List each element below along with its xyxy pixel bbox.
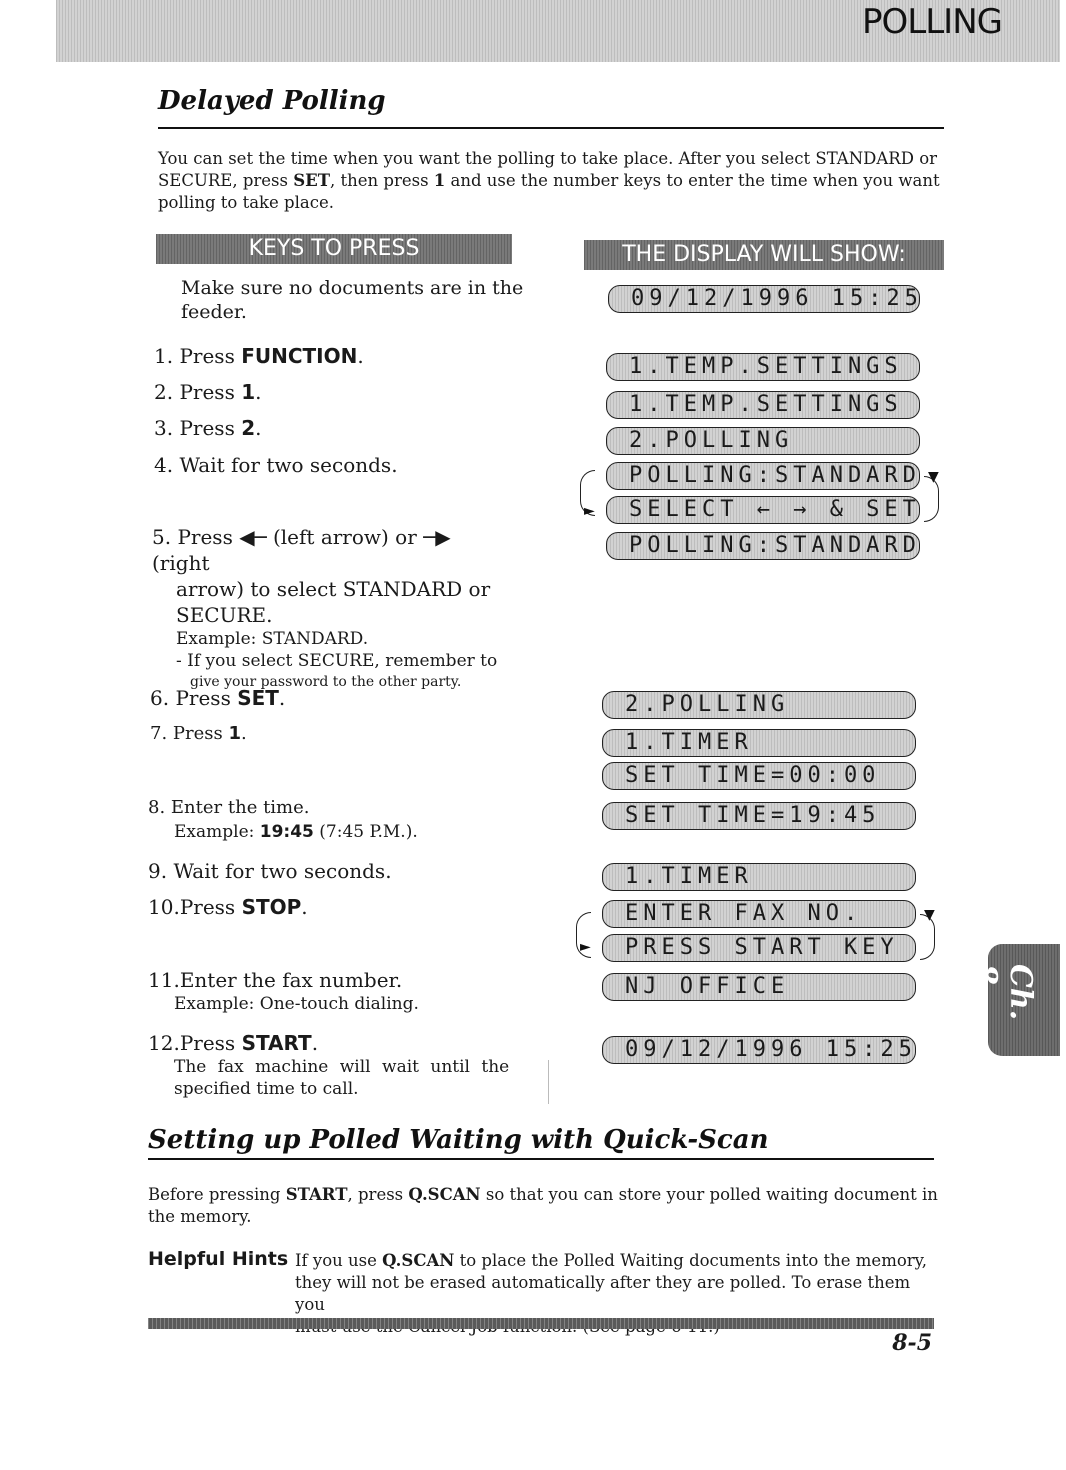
section-title-delayed-polling: Delayed Polling (158, 86, 386, 116)
intro-line-1: You can set the time when you want the polling to take place. After you select STANDARD or (158, 149, 938, 168)
step-11-line-1: 11.Enter the fax number. (148, 968, 403, 992)
cycle-arrow-icon-2: ► (580, 939, 591, 955)
chapter-tab-label: Ch. 8 (968, 964, 1038, 1021)
lcd-date-time: 09/12/1996 15:25 (608, 285, 920, 313)
cycle-arrow-icon: ► (584, 503, 595, 519)
keys-to-press-band: KEYS TO PRESS (156, 234, 512, 264)
cycle-arrow-right-icon: ▼ (928, 469, 939, 485)
step-12-line-3: specified time to call. (174, 1079, 359, 1099)
step-8-line-1: 8. Enter the time. (148, 797, 310, 818)
step-5-example: Example: STANDARD. (176, 629, 369, 649)
hints-line-1: If you use Q.SCAN to place the Polled Waiting documents into the memory, (295, 1251, 928, 1270)
step-2: 2. Press 1. (154, 380, 262, 404)
polled-waiting-line-2: the memory. (148, 1207, 252, 1226)
step-10: 10.Press STOP. (148, 895, 308, 919)
lcd-timer: 1.TIMER (602, 729, 916, 757)
intro-paragraph (158, 148, 948, 214)
lcd-press-start: PRESS START KEY (602, 934, 916, 962)
step-11-example: Example: One-touch dialing. (174, 994, 419, 1014)
page-number: 8-5 (892, 1330, 932, 1356)
lcd-date-time-final: 09/12/1996 15:25 (602, 1036, 916, 1064)
step-5-note-1: - If you select SECURE, remember to (176, 651, 498, 671)
step-4: 4. Wait for two seconds. (154, 453, 398, 477)
lcd-enter-fax-no: ENTER FAX NO. (602, 900, 916, 928)
step-7: 7. Press 1. (150, 723, 247, 744)
step-3: 3. Press 2. (154, 416, 262, 440)
chapter-tab (968, 944, 1060, 1056)
preface-note (181, 276, 523, 324)
lcd-temp-settings: 1.TEMP.SETTINGS (606, 353, 920, 381)
polled-waiting-line-1: Before pressing START, press Q.SCAN so that you can store your polled waiting document in (148, 1185, 938, 1204)
lcd-temp-settings-2: 1.TEMP.SETTINGS (606, 391, 920, 419)
step-5-note-2: give your password to the other party. (190, 674, 462, 690)
section-title-polled-waiting: Setting up Polled Waiting with Quick-Scan (148, 1125, 769, 1155)
cycle-arrow-right-icon-2: ▼ (924, 907, 935, 923)
section-rule-2 (148, 1158, 934, 1160)
left-arrow-icon: ◀─ (239, 525, 267, 549)
preface-line-1: Make sure no documents are in the (181, 277, 524, 299)
lcd-polling-2: 2.POLLING (602, 691, 916, 719)
intro-line-3: polling to take place. (158, 193, 334, 212)
polled-waiting-paragraph (148, 1184, 938, 1228)
display-will-show-band: THE DISPLAY WILL SHOW: (584, 240, 944, 270)
step-12-line-1: 12.Press START. (148, 1031, 319, 1055)
lcd-set-time-entered: SET TIME=19:45 (602, 802, 916, 830)
lcd-set-time-blank: SET TIME=00:00 (602, 762, 916, 790)
step-1: 1. Press FUNCTION. (154, 344, 364, 368)
step-12-line-2: The fax machine will wait until the (174, 1057, 510, 1077)
step-11 (148, 967, 419, 1015)
step-6: 6. Press SET. (150, 686, 286, 710)
lcd-polling-menu: 2.POLLING (606, 427, 920, 455)
step-5-line-2: arrow) to select STANDARD or (176, 577, 491, 601)
section-rule (158, 127, 944, 129)
step-5 (152, 524, 512, 692)
footer-bar (148, 1318, 934, 1329)
helpful-hints-label: Helpful Hints (148, 1248, 289, 1270)
right-arrow-icon: ─▶ (423, 525, 451, 549)
intro-line-2: SECURE, press SET, then press 1 and use the number keys to enter the time when you want (158, 171, 940, 190)
step-8 (148, 795, 418, 843)
step-5-line-3: SECURE. (176, 603, 273, 627)
lcd-nj-office: NJ OFFICE (602, 973, 916, 1001)
column-divider (548, 1060, 549, 1104)
step-5-line-1: 5. Press ◀─ (left arrow) or ─▶ (right (152, 525, 451, 575)
header-title: POLLING (862, 2, 1002, 42)
lcd-timer-2: 1.TIMER (602, 863, 916, 891)
lcd-polling-standard: POLLING:STANDARD (606, 462, 920, 490)
hints-line-2: they will not be erased automatically after they are polled. To erase them you (295, 1273, 911, 1314)
lcd-polling-standard-selected: POLLING:STANDARD (606, 532, 920, 560)
lcd-select-set: SELECT ← → & SET (606, 496, 920, 524)
step-12 (148, 1030, 528, 1100)
preface-line-2: feeder. (181, 301, 247, 323)
step-9: 9. Wait for two seconds. (148, 859, 392, 883)
step-8-example: Example: 19:45 (7:45 P.M.). (174, 822, 418, 842)
